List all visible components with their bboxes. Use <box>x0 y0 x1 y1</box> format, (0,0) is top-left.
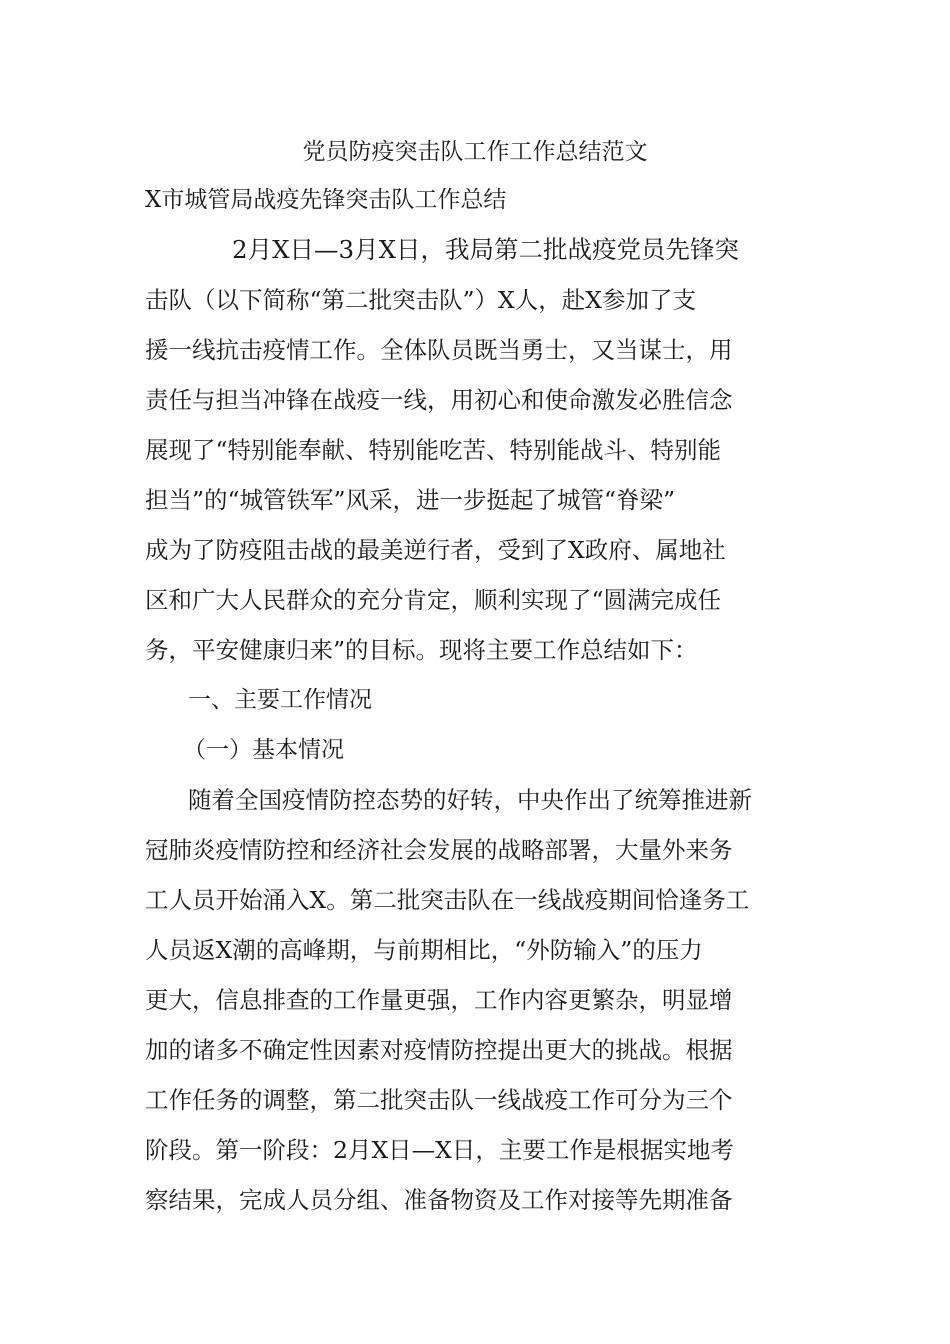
body-line: 冠肺炎疫情防控和经济社会发展的战略部署，大量外来务 <box>145 836 733 864</box>
subsection-heading: （一）基本情况 <box>183 737 344 763</box>
intro-line: 担当”的“城管铁军”风采，进一步挺起了城管“脊梁” <box>145 486 676 514</box>
intro-line: 务，平安健康归来”的目标。现将主要工作总结如下： <box>145 636 698 664</box>
body-line: 更大，信息排查的工作量更强，工作内容更繁杂，明显增 <box>145 986 733 1014</box>
body-line: 人员返X潮的高峰期，与前期相比，“外防输入”的压力 <box>145 936 703 964</box>
intro-line: 2月X日—3月X日，我局第二批战疫党员先锋突 <box>232 235 740 264</box>
body-line: 察结果，完成人员分组、准备物资及工作对接等先期准备 <box>145 1186 733 1214</box>
body-line: 阶段。第一阶段：2月X日—X日，主要工作是根据实地考 <box>145 1136 734 1164</box>
intro-line: 成为了防疫阻击战的最美逆行者，受到了X政府、属地社 <box>145 536 726 564</box>
document-subtitle: X市城管局战疫先锋突击队工作总结 <box>145 187 507 213</box>
section-heading: 一、主要工作情况 <box>188 687 372 713</box>
body-line: 加的诸多不确定性因素对疫情防控提出更大的挑战。根据 <box>145 1036 733 1064</box>
body-line: 工人员开始涌入X。第二批突击队在一线战疫期间恰逢务工 <box>145 886 750 914</box>
document-title: 党员防疫突击队工作工作总结范文 <box>302 139 648 165</box>
body-line: 工作任务的调整，第二批突击队一线战疫工作可分为三个 <box>145 1086 733 1114</box>
intro-line: 展现了“特别能奉献、特别能吃苦、特别能战斗、特别能 <box>145 436 722 464</box>
intro-line: 击队（以下简称“第二批突击队”）X人，赴X参加了支 <box>145 286 696 314</box>
body-line: 随着全国疫情防控态势的好转，中央作出了统筹推进新 <box>188 786 752 814</box>
intro-line: 区和广大人民群众的充分肯定，顺利实现了“圆满完成任 <box>145 586 722 614</box>
intro-line: 责任与担当冲锋在战疫一线，用初心和使命激发必胜信念 <box>145 386 733 414</box>
intro-line: 援一线抗击疫情工作。全体队员既当勇士，又当谋士，用 <box>145 336 733 364</box>
